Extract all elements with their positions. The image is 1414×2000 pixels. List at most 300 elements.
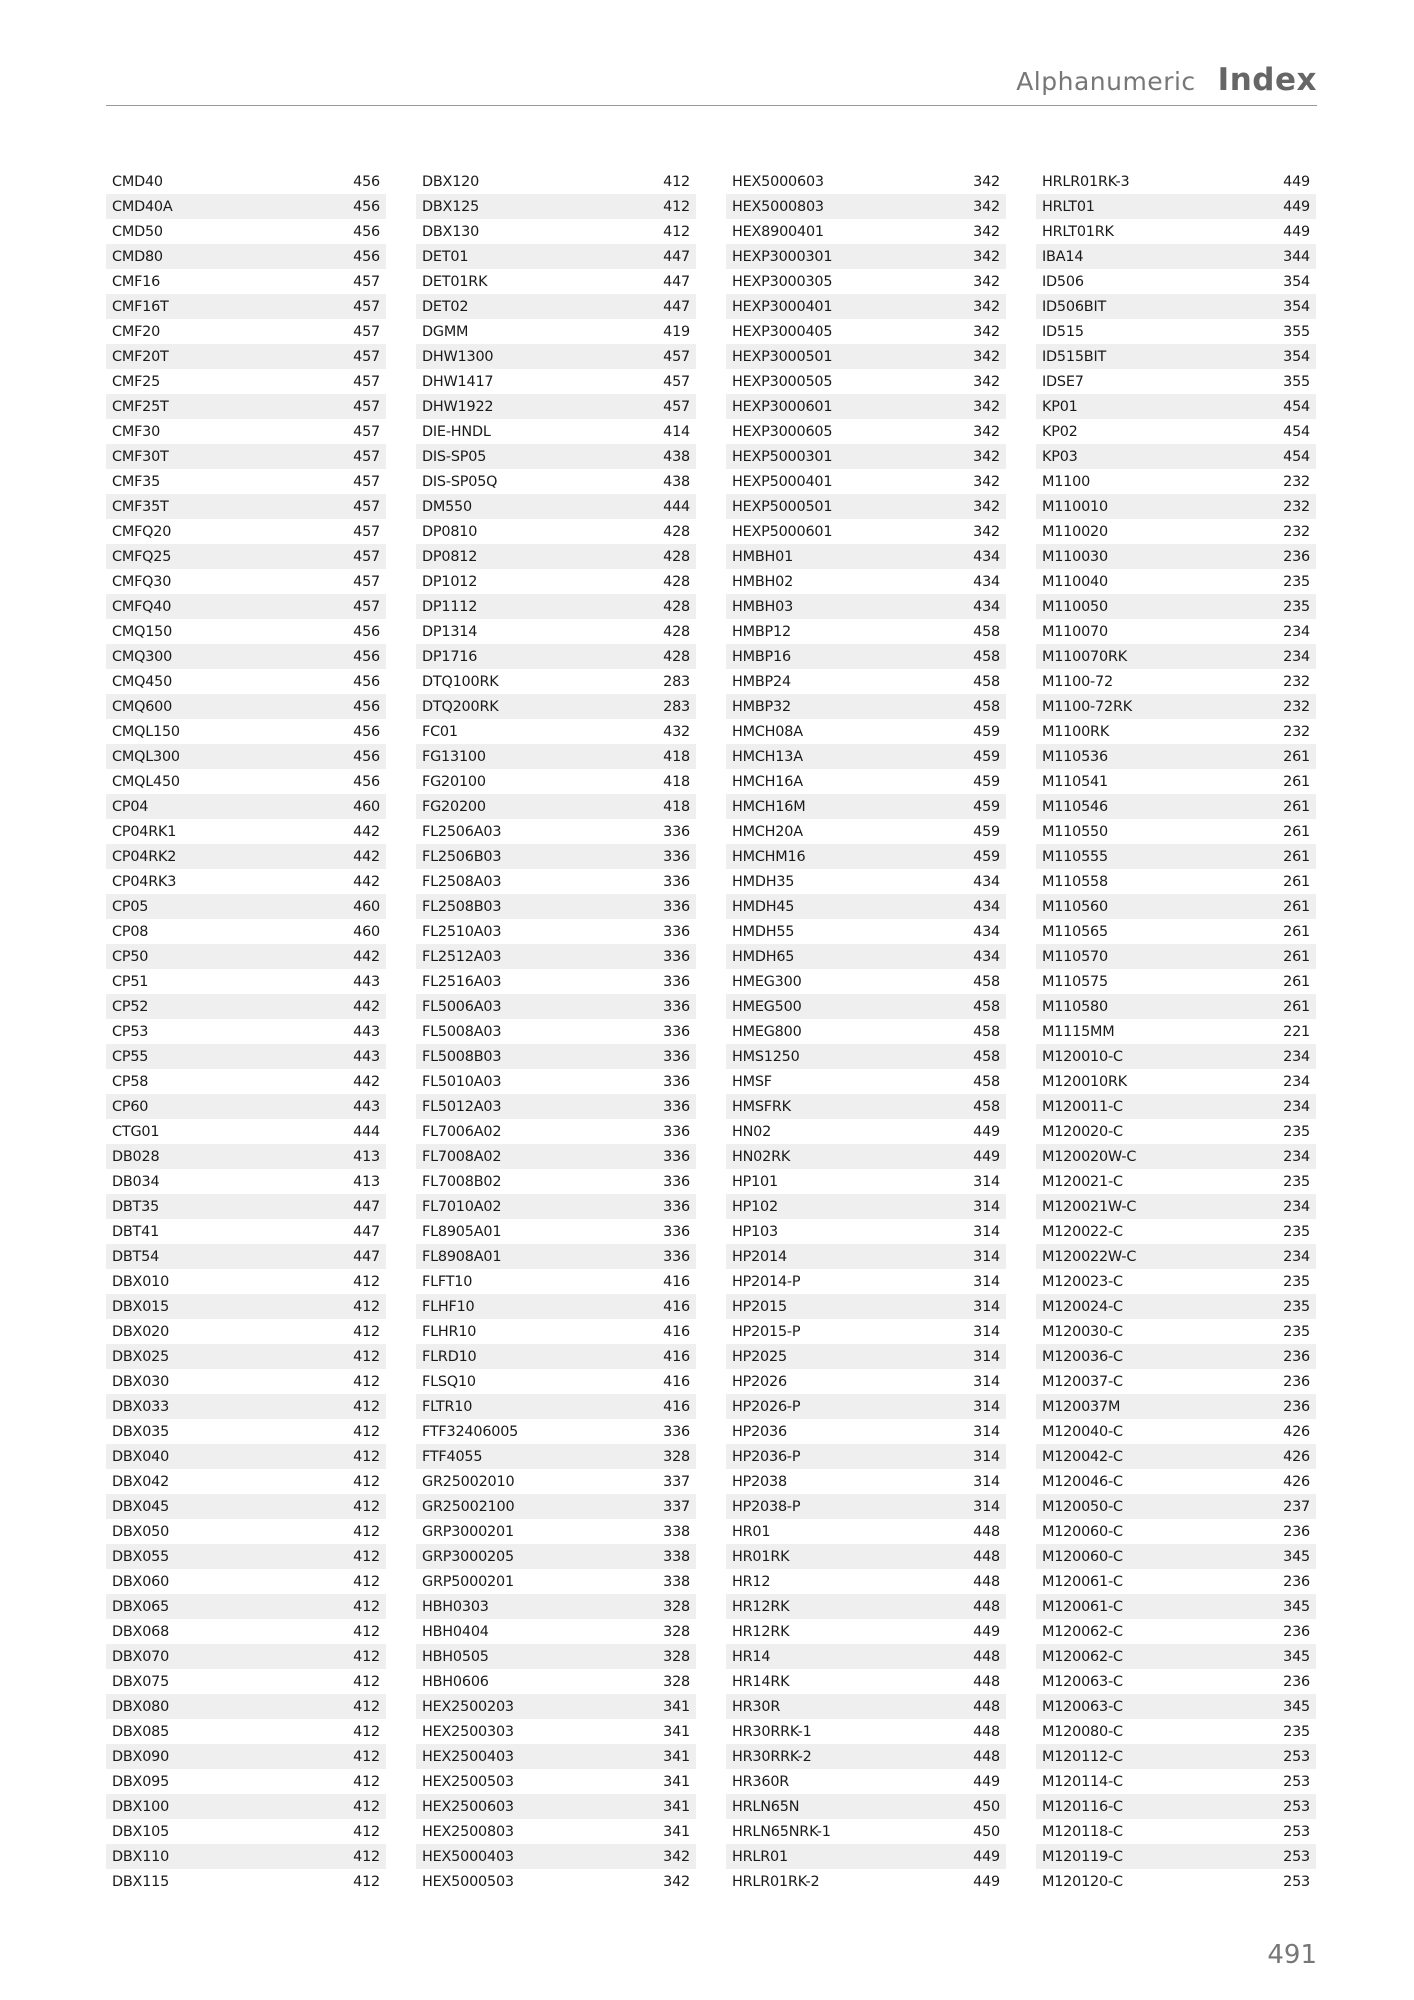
index-row (416, 619, 696, 644)
index-row (106, 544, 386, 569)
index-row (726, 794, 1006, 819)
page-ref: 412 (353, 1473, 380, 1490)
index-row (726, 169, 1006, 194)
page-ref: 261 (1283, 748, 1310, 765)
page-ref: 457 (353, 373, 380, 390)
index-row (1036, 819, 1316, 844)
page-ref: 412 (353, 1298, 380, 1315)
part-code: M120080-C (1042, 1723, 1123, 1740)
page-ref: 444 (353, 1123, 380, 1140)
part-code: DBX065 (112, 1598, 170, 1615)
part-code: CP04RK3 (112, 873, 177, 890)
part-code: KP01 (1042, 398, 1078, 415)
index-row (726, 1044, 1006, 1069)
page-ref: 314 (973, 1273, 1000, 1290)
part-code: CMD50 (112, 223, 163, 240)
index-row (726, 519, 1006, 544)
index-row (1036, 1719, 1316, 1744)
index-row (1036, 769, 1316, 794)
part-code: DB028 (112, 1148, 160, 1165)
index-row (726, 1794, 1006, 1819)
page-ref: 457 (353, 273, 380, 290)
part-code: HP103 (732, 1223, 778, 1240)
page-ref: 232 (1283, 498, 1310, 515)
index-row (726, 844, 1006, 869)
index-row (416, 1819, 696, 1844)
index-row (1036, 294, 1316, 319)
part-code: DM550 (422, 498, 472, 515)
index-row (726, 469, 1006, 494)
part-code: HR360R (732, 1773, 790, 1790)
part-code: FL7010A02 (422, 1198, 502, 1215)
part-code: M120037-C (1042, 1373, 1123, 1390)
index-row (726, 1119, 1006, 1144)
page-ref: 456 (353, 773, 380, 790)
page-ref: 232 (1283, 523, 1310, 540)
index-row (106, 694, 386, 719)
part-code: HBH0303 (422, 1598, 489, 1615)
index-row (726, 1069, 1006, 1094)
index-row (106, 1669, 386, 1694)
part-code: FL8908A01 (422, 1248, 502, 1265)
page-ref: 336 (663, 1148, 690, 1165)
part-code: IBA14 (1042, 248, 1084, 265)
index-row (1036, 1394, 1316, 1419)
index-row (726, 694, 1006, 719)
page-ref: 342 (973, 273, 1000, 290)
page-ref: 412 (353, 1623, 380, 1640)
part-code: M1115MM (1042, 1023, 1115, 1040)
part-code: KP03 (1042, 448, 1078, 465)
page-ref: 336 (663, 848, 690, 865)
page-ref: 261 (1283, 798, 1310, 815)
page-ref: 434 (973, 923, 1000, 940)
page-ref: 342 (663, 1848, 690, 1865)
index-row (1036, 969, 1316, 994)
part-code: CMQL450 (112, 773, 180, 790)
index-row (416, 844, 696, 869)
index-row (106, 294, 386, 319)
index-row (1036, 944, 1316, 969)
index-row (106, 1544, 386, 1569)
index-row (106, 419, 386, 444)
page-ref: 434 (973, 898, 1000, 915)
index-row (106, 194, 386, 219)
page-ref: 342 (973, 323, 1000, 340)
page-ref: 434 (973, 948, 1000, 965)
page-ref: 412 (353, 1748, 380, 1765)
index-row (106, 469, 386, 494)
index-row (726, 1344, 1006, 1369)
page-ref: 342 (973, 198, 1000, 215)
index-row (416, 1169, 696, 1194)
part-code: FL2506A03 (422, 823, 502, 840)
part-code: M110040 (1042, 573, 1108, 590)
index-row (106, 569, 386, 594)
index-row (1036, 1069, 1316, 1094)
index-row (106, 1869, 386, 1894)
page-ref: 261 (1283, 823, 1310, 840)
index-row (1036, 494, 1316, 519)
part-code: HBH0404 (422, 1623, 489, 1640)
index-row (416, 794, 696, 819)
index-row (416, 1144, 696, 1169)
page-ref: 338 (663, 1548, 690, 1565)
part-code: M120030-C (1042, 1323, 1123, 1340)
page-ref: 458 (973, 673, 1000, 690)
page-ref: 261 (1283, 948, 1310, 965)
part-code: CMD40 (112, 173, 163, 190)
page-ref: 344 (1283, 248, 1310, 265)
part-code: DBX050 (112, 1523, 170, 1540)
part-code: M110575 (1042, 973, 1108, 990)
page-ref: 428 (663, 623, 690, 640)
page-ref: 438 (663, 473, 690, 490)
index-row (416, 569, 696, 594)
index-row (1036, 1669, 1316, 1694)
index-row (726, 869, 1006, 894)
part-code: DBX068 (112, 1623, 170, 1640)
index-row (106, 269, 386, 294)
index-row (416, 269, 696, 294)
page-ref: 328 (663, 1598, 690, 1615)
part-code: FL5008B03 (422, 1048, 502, 1065)
part-code: M120120-C (1042, 1873, 1123, 1890)
part-code: HP2015 (732, 1298, 787, 1315)
part-code: CP51 (112, 973, 149, 990)
part-code: FLFT10 (422, 1273, 473, 1290)
index-row (106, 1219, 386, 1244)
part-code: DBX085 (112, 1723, 170, 1740)
part-code: CMF35 (112, 473, 161, 490)
page-ref: 412 (353, 1673, 380, 1690)
part-code: HMBH03 (732, 598, 794, 615)
page-ref: 232 (1283, 698, 1310, 715)
page-ref: 450 (973, 1823, 1000, 1840)
part-code: GRP3000201 (422, 1523, 514, 1540)
page-ref: 458 (973, 1073, 1000, 1090)
index-row (416, 969, 696, 994)
index-row (416, 1469, 696, 1494)
page-ref: 412 (353, 1698, 380, 1715)
page-ref: 412 (353, 1773, 380, 1790)
part-code: HMCH08A (732, 723, 803, 740)
part-code: HRLN65NRK-1 (732, 1823, 831, 1840)
page-ref: 457 (353, 598, 380, 615)
part-code: HEXP3000401 (732, 298, 833, 315)
part-code: HMDH65 (732, 948, 795, 965)
index-row (1036, 594, 1316, 619)
index-row (1036, 1644, 1316, 1669)
part-code: M120010RK (1042, 1073, 1127, 1090)
page-ref: 314 (973, 1248, 1000, 1265)
page-ref: 449 (973, 1148, 1000, 1165)
page-ref: 457 (353, 448, 380, 465)
part-code: M120061-C (1042, 1573, 1123, 1590)
index-row (416, 1344, 696, 1369)
page-ref: 412 (353, 1873, 380, 1890)
part-code: CP55 (112, 1048, 149, 1065)
part-code: DBX015 (112, 1298, 170, 1315)
index-row (1036, 619, 1316, 644)
index-row (416, 1044, 696, 1069)
page-ref: 235 (1283, 598, 1310, 615)
part-code: DHW1922 (422, 398, 494, 415)
page-ref: 341 (663, 1698, 690, 1715)
part-code: DBX060 (112, 1573, 170, 1590)
page-ref: 342 (973, 248, 1000, 265)
part-code: CMF20 (112, 323, 161, 340)
part-code: HRLR01RK-2 (732, 1873, 820, 1890)
index-row (106, 1569, 386, 1594)
index-row (416, 419, 696, 444)
page-ref: 412 (353, 1448, 380, 1465)
part-code: M110020 (1042, 523, 1108, 540)
index-row (106, 1144, 386, 1169)
index-row (106, 1394, 386, 1419)
part-code: M110560 (1042, 898, 1108, 915)
part-code: M120062-C (1042, 1623, 1123, 1640)
part-code: M120062-C (1042, 1648, 1123, 1665)
part-code: FL7006A02 (422, 1123, 502, 1140)
part-code: DP1314 (422, 623, 478, 640)
index-row (726, 494, 1006, 519)
index-row (106, 1444, 386, 1469)
part-code: M110070RK (1042, 648, 1127, 665)
part-code: HEX2500403 (422, 1748, 514, 1765)
index-row (726, 1569, 1006, 1594)
index-row (726, 769, 1006, 794)
part-code: M110558 (1042, 873, 1108, 890)
index-row (726, 1419, 1006, 1444)
index-row (726, 1669, 1006, 1694)
header-light-title: Alphanumeric (1016, 67, 1196, 96)
index-row (1036, 319, 1316, 344)
part-code: HR30RRK-1 (732, 1723, 812, 1740)
page-ref: 434 (973, 873, 1000, 890)
part-code: FL5012A03 (422, 1098, 502, 1115)
page-ref: 355 (1283, 323, 1310, 340)
part-code: DTQ200RK (422, 698, 499, 715)
part-code: CMQL150 (112, 723, 180, 740)
index-row (416, 1669, 696, 1694)
page-ref: 456 (353, 723, 380, 740)
index-row (416, 1444, 696, 1469)
page-ref: 261 (1283, 848, 1310, 865)
index-row (416, 494, 696, 519)
index-row (726, 1019, 1006, 1044)
part-code: DBT35 (112, 1198, 160, 1215)
page-ref: 413 (353, 1148, 380, 1165)
part-code: M110536 (1042, 748, 1108, 765)
page-ref: 342 (973, 298, 1000, 315)
part-code: M120024-C (1042, 1298, 1123, 1315)
page-ref: 434 (973, 598, 1000, 615)
index-row (726, 1469, 1006, 1494)
index-row (106, 1494, 386, 1519)
page-ref: 354 (1283, 273, 1310, 290)
index-row (416, 244, 696, 269)
part-code: CMFQ30 (112, 573, 172, 590)
index-row (1036, 744, 1316, 769)
index-row (726, 1694, 1006, 1719)
part-code: DBX025 (112, 1348, 170, 1365)
part-code: IDSE7 (1042, 373, 1084, 390)
page-ref: 234 (1283, 1198, 1310, 1215)
page-ref: 412 (353, 1373, 380, 1390)
part-code: HP2025 (732, 1348, 787, 1365)
part-code: M110541 (1042, 773, 1108, 790)
part-code: DBT41 (112, 1223, 160, 1240)
part-code: GRP3000205 (422, 1548, 514, 1565)
page-ref: 336 (663, 1223, 690, 1240)
page-ref: 418 (663, 748, 690, 765)
page-ref: 234 (1283, 1073, 1310, 1090)
part-code: HEX5000803 (732, 198, 824, 215)
page-ref: 314 (973, 1223, 1000, 1240)
part-code: FG20200 (422, 798, 486, 815)
index-row (416, 1594, 696, 1619)
page-ref: 328 (663, 1673, 690, 1690)
part-code: FL2516A03 (422, 973, 502, 990)
page-ref: 234 (1283, 1148, 1310, 1165)
page-ref: 232 (1283, 473, 1310, 490)
index-row (1036, 394, 1316, 419)
part-code: M120060-C (1042, 1548, 1123, 1565)
page-ref: 442 (353, 848, 380, 865)
page-ref: 412 (663, 223, 690, 240)
page-ref: 412 (353, 1523, 380, 1540)
part-code: CMQ300 (112, 648, 173, 665)
part-code: M110010 (1042, 498, 1108, 515)
page-ref: 457 (663, 398, 690, 415)
part-code: DBX042 (112, 1473, 170, 1490)
index-row (1036, 1119, 1316, 1144)
index-row (106, 894, 386, 919)
page-ref: 457 (353, 423, 380, 440)
page-ref: 235 (1283, 1298, 1310, 1315)
index-row (106, 1244, 386, 1269)
part-code: DET02 (422, 298, 469, 315)
part-code: DIE-HNDL (422, 423, 491, 440)
index-row (106, 1019, 386, 1044)
part-code: DIS-SP05 (422, 448, 487, 465)
part-code: M120112-C (1042, 1748, 1123, 1765)
index-row (416, 1069, 696, 1094)
page-ref: 337 (663, 1498, 690, 1515)
page-ref: 412 (353, 1498, 380, 1515)
index-row (1036, 244, 1316, 269)
part-code: HMBP32 (732, 698, 791, 715)
part-code: DBX095 (112, 1773, 170, 1790)
page-ref: 342 (973, 373, 1000, 390)
part-code: KP02 (1042, 423, 1078, 440)
part-code: HP2026 (732, 1373, 787, 1390)
index-row (1036, 269, 1316, 294)
index-row (1036, 669, 1316, 694)
part-code: HR12RK (732, 1598, 790, 1615)
index-row (1036, 1194, 1316, 1219)
index-row (416, 1369, 696, 1394)
index-row (106, 394, 386, 419)
page-ref: 457 (353, 498, 380, 515)
page-ref: 341 (663, 1748, 690, 1765)
index-row (726, 544, 1006, 569)
header-divider (106, 105, 1317, 106)
page-ref: 457 (353, 398, 380, 415)
page-ref: 457 (663, 373, 690, 390)
index-row (1036, 919, 1316, 944)
page-ref: 449 (1283, 198, 1310, 215)
part-code: HMEG800 (732, 1023, 802, 1040)
index-row (416, 1019, 696, 1044)
index-row (1036, 1269, 1316, 1294)
index-row (106, 619, 386, 644)
part-code: CP08 (112, 923, 149, 940)
index-row (726, 1494, 1006, 1519)
part-code: HP2014 (732, 1248, 787, 1265)
page-ref: 443 (353, 1048, 380, 1065)
part-code: FLSQ10 (422, 1373, 476, 1390)
part-code: M120036-C (1042, 1348, 1123, 1365)
page-ref: 236 (1283, 1373, 1310, 1390)
index-row (726, 444, 1006, 469)
index-row (1036, 1819, 1316, 1844)
part-code: DBX040 (112, 1448, 170, 1465)
index-row (106, 244, 386, 269)
page-ref: 443 (353, 1098, 380, 1115)
index-row (416, 1694, 696, 1719)
part-code: CMFQ20 (112, 523, 172, 540)
part-code: HMS1250 (732, 1048, 800, 1065)
page-ref: 428 (663, 523, 690, 540)
index-row (726, 919, 1006, 944)
index-row (416, 644, 696, 669)
index-row (416, 1244, 696, 1269)
page-ref: 448 (973, 1598, 1000, 1615)
part-code: DBX020 (112, 1323, 170, 1340)
page-ref: 449 (973, 1123, 1000, 1140)
part-code: M120046-C (1042, 1473, 1123, 1490)
part-code: FL5008A03 (422, 1023, 502, 1040)
part-code: FG20100 (422, 773, 486, 790)
page-ref: 449 (973, 1623, 1000, 1640)
part-code: DBX033 (112, 1398, 170, 1415)
index-row (106, 1769, 386, 1794)
index-row (106, 1719, 386, 1744)
part-code: HEX5000603 (732, 173, 824, 190)
page-ref: 253 (1283, 1823, 1310, 1840)
part-code: M120050-C (1042, 1498, 1123, 1515)
index-row (416, 1294, 696, 1319)
page-ref: 412 (353, 1348, 380, 1365)
page-ref: 443 (353, 973, 380, 990)
page-ref: 447 (663, 273, 690, 290)
page-ref: 428 (663, 648, 690, 665)
part-code: DET01RK (422, 273, 488, 290)
index-row (1036, 1694, 1316, 1719)
page-ref: 458 (973, 973, 1000, 990)
part-code: HMDH35 (732, 873, 795, 890)
part-code: HMBP12 (732, 623, 791, 640)
page-ref: 449 (1283, 173, 1310, 190)
index-row (726, 1719, 1006, 1744)
page-ref: 447 (353, 1198, 380, 1215)
page-ref: 458 (973, 623, 1000, 640)
index-row (1036, 169, 1316, 194)
page-ref: 261 (1283, 973, 1310, 990)
index-row (416, 1519, 696, 1544)
